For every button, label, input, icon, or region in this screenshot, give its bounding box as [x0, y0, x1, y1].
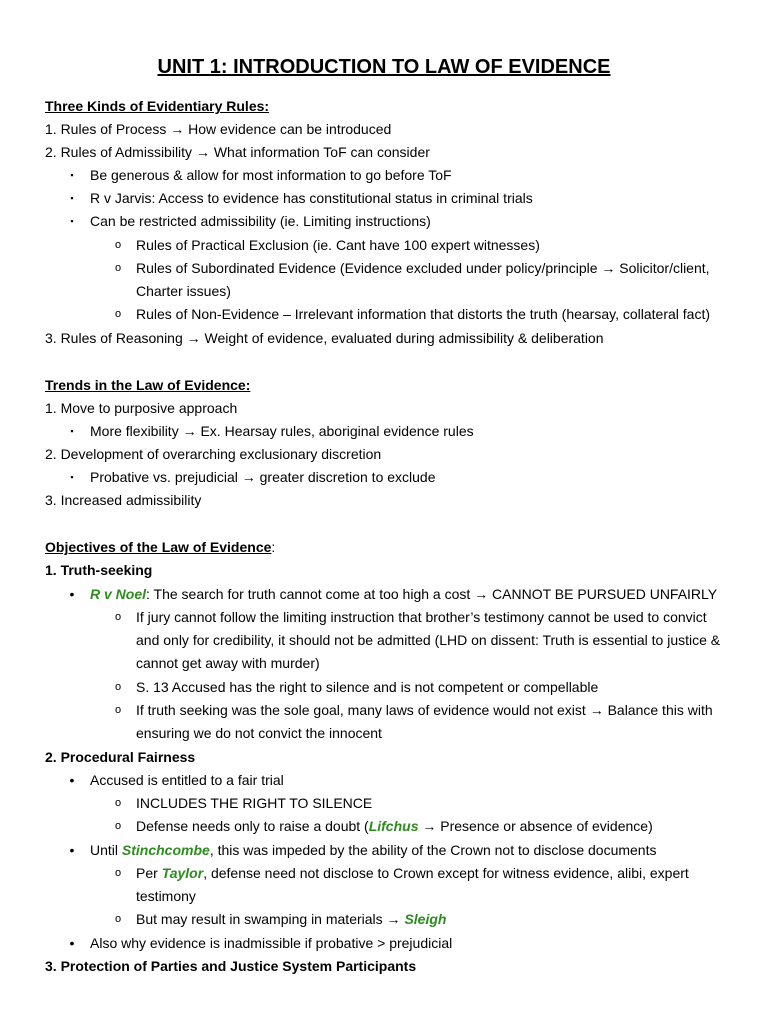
circle-bullet-icon: o	[114, 913, 122, 925]
list-item: If truth seeking was the sole goal, many laws of evidence would not exist → Balance this with	[136, 702, 713, 718]
circle-bullet-icon: o	[114, 797, 122, 809]
circle-bullet-icon: o	[114, 262, 122, 274]
section-heading: Trends in the Law of Evidence:	[45, 377, 251, 393]
circle-bullet-icon: o	[114, 308, 122, 320]
subheading: 2. Procedural Fairness	[45, 749, 196, 765]
square-bullet-icon: ▪	[70, 170, 74, 180]
list-item: INCLUDES THE RIGHT TO SILENCE	[136, 795, 373, 811]
list-item: Until Stinchcombe, this was impeded by the ability of the Crown not to disclose documents	[90, 842, 657, 858]
list-item: 1. Move to purposive approach	[45, 400, 238, 416]
list-item: 1. Rules of Process → How evidence can be introduced	[45, 121, 392, 137]
list-item: Be generous & allow for most information to go before ToF	[90, 167, 452, 183]
list-item: Probative vs. prejudicial → greater discretion to exclude	[90, 469, 436, 485]
square-bullet-icon: ▪	[70, 193, 74, 203]
list-item: Per Taylor, defense need not disclose to Crown except for witness evidence, alibi, expert	[136, 865, 689, 881]
case-name: Sleigh	[404, 911, 447, 927]
list-item: 2. Rules of Admissibility → What information ToF can consider	[45, 144, 430, 160]
list-item: But may result in swamping in materials → Sleigh	[136, 911, 447, 927]
list-item-continuation: Charter issues)	[136, 283, 231, 299]
list-item: 3. Rules of Reasoning → Weight of evidence, evaluated during admissibility & deliberation	[45, 330, 604, 346]
list-item: R v Noel: The search for truth cannot come at too high a cost → CANNOT BE PURSUED UNFAIRLY	[90, 586, 718, 602]
list-item: 2. Development of overarching exclusionary discretion	[45, 446, 382, 462]
list-item: Can be restricted admissibility (ie. Limiting instructions)	[90, 213, 431, 229]
list-item-continuation: ensuring we do not convict the innocent	[136, 725, 382, 741]
page-title: UNIT 1: INTRODUCTION TO LAW OF EVIDENCE	[157, 56, 611, 78]
list-item: Rules of Practical Exclusion (ie. Cant have 100 expert witnesses)	[136, 237, 540, 253]
section-heading: Objectives of the Law of Evidence	[45, 539, 272, 555]
list-item-continuation: and only for credibility, it should not be admitted (LHD on dissent: Truth is essential to justice &	[136, 632, 721, 648]
list-item: Also why evidence is inadmissible if probative > prejudicial	[90, 935, 453, 951]
list-item: Rules of Non-Evidence – Irrelevant information that distorts the truth (hearsay, collateral fact)	[136, 306, 711, 322]
case-name: Lifchus	[368, 818, 419, 834]
case-name: Stinchcombe	[121, 842, 210, 858]
circle-bullet-icon: o	[114, 681, 122, 693]
circle-bullet-icon: o	[114, 867, 122, 879]
round-bullet-icon: •	[69, 935, 75, 951]
round-bullet-icon: •	[69, 842, 75, 858]
list-item: More flexibility → Ex. Hearsay rules, aboriginal evidence rules	[90, 423, 474, 439]
circle-bullet-icon: o	[114, 239, 122, 251]
case-name: R v Noel	[90, 586, 147, 602]
square-bullet-icon: ▪	[70, 216, 74, 226]
list-item: Rules of Subordinated Evidence (Evidence excluded under policy/principle → Solicitor/client,	[136, 260, 710, 276]
list-item: S. 13 Accused has the right to silence and is not competent or compellable	[136, 679, 599, 695]
round-bullet-icon: •	[69, 586, 75, 602]
list-item: Defense needs only to raise a doubt (Lifchus → Presence or absence of evidence)	[136, 818, 653, 834]
list-item: 3. Increased admissibility	[45, 492, 202, 508]
case-name: Taylor	[161, 865, 204, 881]
list-item: R v Jarvis: Access to evidence has constitutional status in criminal trials	[90, 190, 533, 206]
section-heading-line: Objectives of the Law of Evidence:	[45, 539, 276, 555]
subheading: 1. Truth-seeking	[45, 562, 153, 578]
circle-bullet-icon: o	[114, 704, 122, 716]
round-bullet-icon: •	[69, 772, 75, 788]
list-item-continuation: testimony	[136, 888, 196, 904]
subheading: 3. Protection of Parties and Justice System Participants	[45, 958, 417, 974]
list-item-continuation: cannot get away with murder)	[136, 655, 320, 671]
list-item: Accused is entitled to a fair trial	[90, 772, 284, 788]
square-bullet-icon: ▪	[70, 426, 74, 436]
circle-bullet-icon: o	[114, 820, 122, 832]
circle-bullet-icon: o	[114, 611, 122, 623]
section-heading: Three Kinds of Evidentiary Rules:	[45, 98, 270, 114]
list-item: If jury cannot follow the limiting instruction that brother’s testimony cannot be used to convict	[136, 609, 707, 625]
square-bullet-icon: ▪	[70, 472, 74, 482]
